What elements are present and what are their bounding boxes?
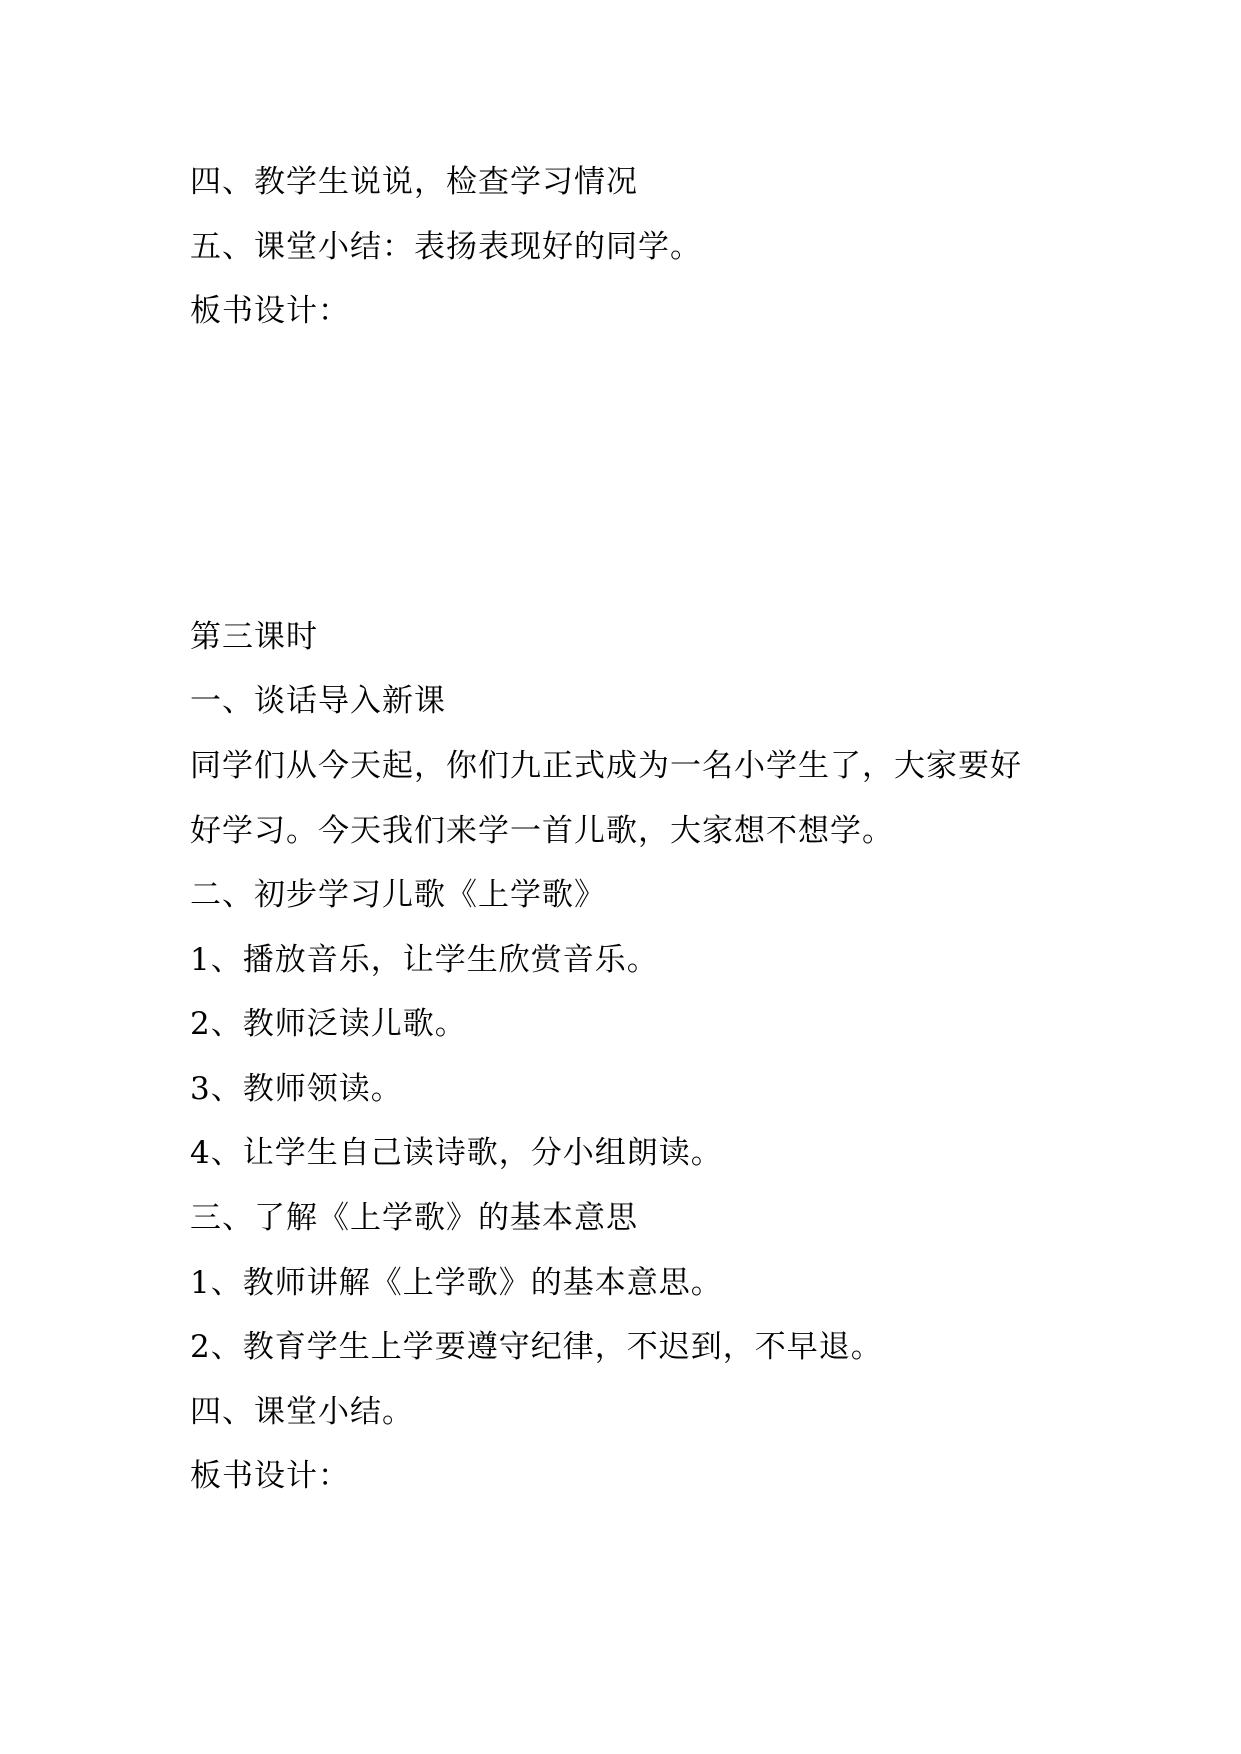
step3-heading: 三、了解《上学歌》的基本意思 — [190, 1200, 638, 1236]
step2-item-3: 3、教师领读。 — [190, 1071, 403, 1107]
section1-board-design: 板书设计： — [190, 293, 350, 329]
step4-heading: 四、课堂小结。 — [190, 1394, 414, 1430]
step2-item-1: 1、播放音乐，让学生欣赏音乐。 — [190, 942, 659, 978]
section2-board-design: 板书设计： — [190, 1458, 350, 1494]
step2-item-2: 2、教师泛读儿歌。 — [190, 1006, 467, 1042]
step1-text-line1: 同学们从今天起，你们九正式成为一名小学生了，大家要好 — [190, 748, 1022, 784]
step2-heading: 二、初步学习儿歌《上学歌》 — [190, 877, 606, 913]
step1-text-line2: 好学习。今天我们来学一首儿歌，大家想不想学。 — [190, 813, 894, 849]
step2-item-4: 4、让学生自己读诗歌，分小组朗读。 — [190, 1135, 723, 1171]
step1-heading: 一、谈话导入新课 — [190, 683, 446, 719]
lesson-title: 第三课时 — [190, 619, 318, 655]
step3-item-1: 1、教师讲解《上学歌》的基本意思。 — [190, 1265, 723, 1301]
section1-step4: 四、教学生说说，检查学习情况 — [190, 164, 638, 200]
section1-step5: 五、课堂小结：表扬表现好的同学。 — [190, 229, 702, 265]
step3-item-2: 2、教育学生上学要遵守纪律，不迟到，不早退。 — [190, 1329, 883, 1365]
